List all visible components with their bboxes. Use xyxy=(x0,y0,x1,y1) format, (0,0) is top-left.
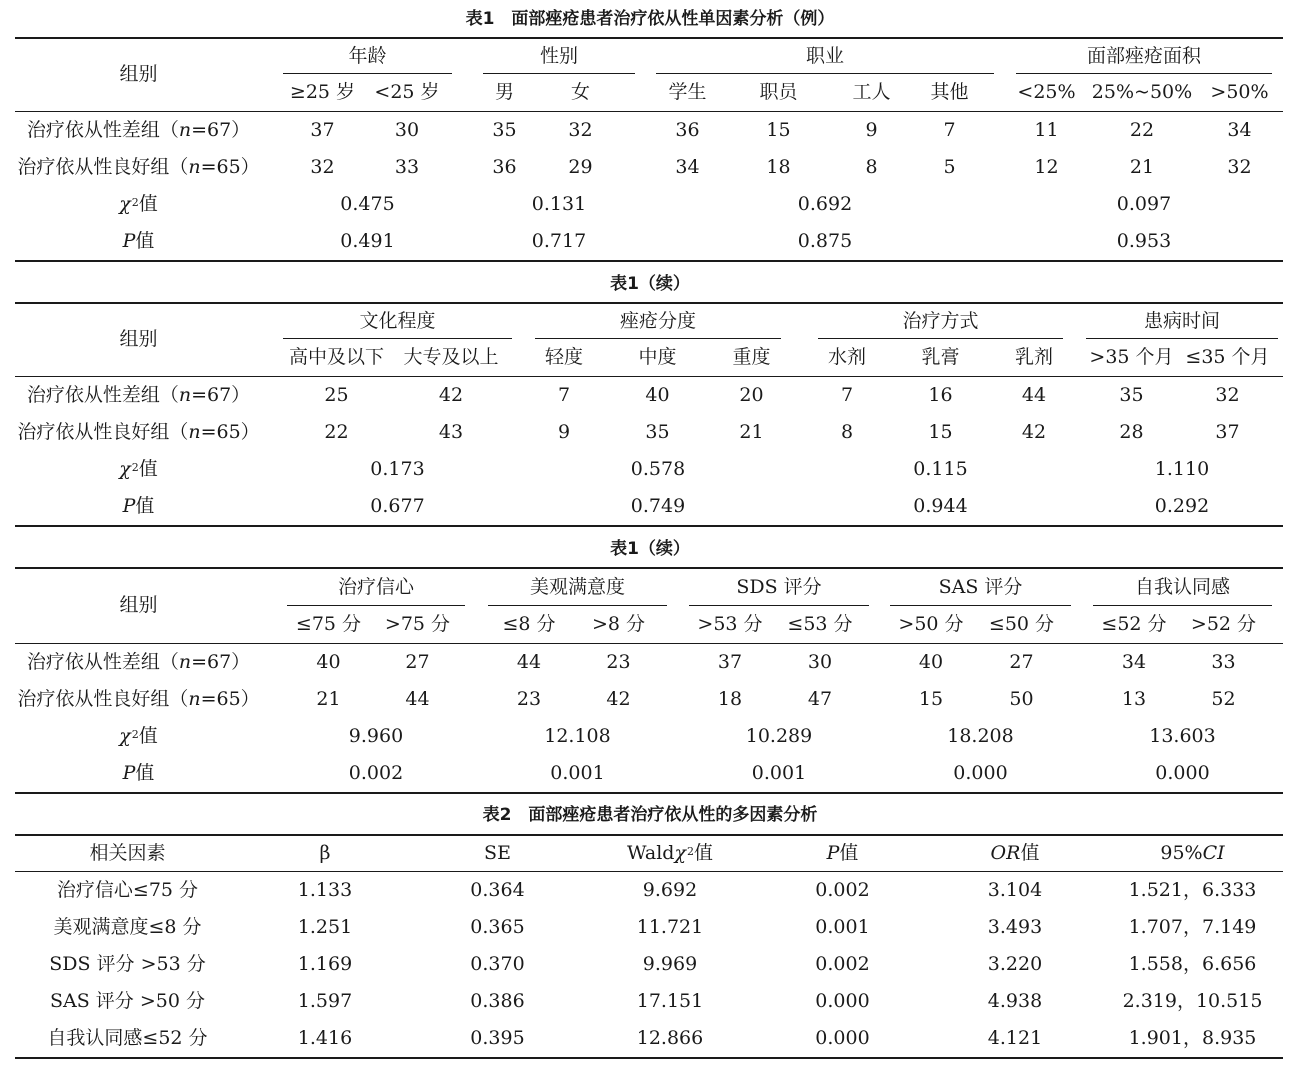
chi-square-value: 12.108 xyxy=(544,725,611,747)
subcategory-header: 高中及以下 xyxy=(288,346,384,368)
statistic-cell: 1.558，6.656 xyxy=(1128,953,1257,975)
count-cell: 44 xyxy=(405,688,430,710)
chi-superscript: 2 xyxy=(686,845,694,858)
count-cell: 30 xyxy=(394,119,420,141)
count-cell: 22 xyxy=(324,421,349,443)
statistic-cell: 4.121 xyxy=(987,1027,1043,1049)
subcategory-header: 乳膏 xyxy=(921,346,960,368)
factor-label: 自我认同感≤52 分 xyxy=(47,1027,208,1049)
count-cell: 33 xyxy=(394,156,420,178)
factor-header: 自我认同感 xyxy=(1134,575,1230,598)
count-cell: 47 xyxy=(807,688,833,710)
statistic-cell: 0.001 xyxy=(815,916,870,938)
factor-header: 职业 xyxy=(805,44,844,67)
subcategory-header: 男 xyxy=(494,81,514,103)
count-cell: 34 xyxy=(675,156,700,178)
p-value: 0.944 xyxy=(913,495,968,517)
chi-square-row-label xyxy=(15,186,262,223)
subcategory-header: <25% xyxy=(1017,81,1076,103)
subcategory-header: >35 个月 xyxy=(1089,346,1174,368)
p-symbol: P xyxy=(122,230,136,252)
count-cell: 35 xyxy=(1119,384,1144,406)
header-italic: OR xyxy=(990,842,1021,864)
table-bottom-rule xyxy=(15,260,1283,262)
count-cell: 7 xyxy=(840,384,854,406)
chi-superscript: 2 xyxy=(131,461,139,474)
count-cell: 42 xyxy=(1021,421,1047,443)
count-cell: 37 xyxy=(310,119,335,141)
statistic-cell: 9.969 xyxy=(642,953,698,975)
p-value: 0.875 xyxy=(797,230,853,252)
count-cell: 5 xyxy=(943,156,956,178)
row-label-prefix: 治疗依从性差组（ xyxy=(26,119,179,141)
subcategory-header: ≤50 分 xyxy=(988,613,1055,635)
count-cell: 32 xyxy=(1227,156,1252,178)
subcategory-header: 其他 xyxy=(930,81,969,103)
statistic-cell: 1.901，8.935 xyxy=(1128,1027,1257,1049)
count-cell: 36 xyxy=(492,156,517,178)
column-header xyxy=(930,836,1100,871)
chi-square-value: 0.475 xyxy=(340,193,395,215)
chi-square-row-label xyxy=(15,451,262,488)
p-value: 0.001 xyxy=(550,762,605,784)
statistic-cell: 1.416 xyxy=(297,1027,353,1049)
subcategory-header: 中度 xyxy=(638,346,677,368)
table-caption: 表1 面部痤疮患者治疗依从性单因素分析（例） xyxy=(465,9,835,29)
statistic-cell: 0.000 xyxy=(815,1027,870,1049)
header-text: β xyxy=(319,842,331,864)
subcategory-header: >50% xyxy=(1210,81,1269,103)
factor-header: 面部痤疮面积 xyxy=(1086,44,1201,67)
count-cell: 8 xyxy=(865,156,878,178)
count-cell: 37 xyxy=(717,651,743,673)
group-column-header: 组别 xyxy=(119,62,158,85)
chi-square-value: 0.131 xyxy=(531,193,587,215)
p-value: 0.717 xyxy=(531,230,587,252)
p-label-text: 值 xyxy=(135,230,155,252)
header-text: SE xyxy=(484,842,511,864)
sample-size-symbol: n xyxy=(188,421,201,443)
group-row-label xyxy=(15,414,262,451)
row-label-prefix: 治疗依从性良好组（ xyxy=(17,156,189,178)
chi-symbol: χ xyxy=(119,193,131,215)
header-italic: CI xyxy=(1202,842,1225,864)
count-cell: 23 xyxy=(606,651,631,673)
row-label-prefix: 治疗依从性良好组（ xyxy=(17,688,189,710)
statistic-cell: 0.364 xyxy=(470,879,525,901)
count-cell: 44 xyxy=(516,651,542,673)
statistic-cell: 1.251 xyxy=(297,916,353,938)
count-cell: 30 xyxy=(807,651,833,673)
statistic-cell: 3.104 xyxy=(987,879,1043,901)
count-cell: 42 xyxy=(438,384,464,406)
table-bottom-rule xyxy=(15,792,1283,794)
count-cell: 35 xyxy=(645,421,670,443)
count-cell: 7 xyxy=(943,119,956,141)
statistic-cell: 3.493 xyxy=(987,916,1043,938)
count-cell: 44 xyxy=(1021,384,1047,406)
count-cell: 40 xyxy=(316,651,341,673)
subcategory-header: >75 分 xyxy=(384,613,451,635)
statistic-cell: 17.151 xyxy=(636,990,704,1012)
sample-size-symbol: n xyxy=(188,156,201,178)
factor-label: SAS 评分 >50 分 xyxy=(50,990,205,1012)
statistic-cell: 0.395 xyxy=(470,1027,525,1049)
row-label-suffix: =65） xyxy=(200,421,260,443)
statistic-cell: 0.002 xyxy=(815,953,870,975)
subcategory-header: 工人 xyxy=(852,81,891,103)
count-cell: 18 xyxy=(717,688,743,710)
p-value: 0.292 xyxy=(1154,495,1210,517)
group-row-label xyxy=(15,112,262,149)
count-cell: 13 xyxy=(1121,688,1147,710)
statistic-cell: 1.133 xyxy=(297,879,353,901)
group-row-label xyxy=(15,149,262,186)
statistic-cell: 0.386 xyxy=(470,990,525,1012)
row-label-prefix: 治疗依从性良好组（ xyxy=(17,421,189,443)
chi-square-value: 0.097 xyxy=(1116,193,1172,215)
count-cell: 29 xyxy=(568,156,593,178)
table-bottom-rule xyxy=(15,525,1283,527)
subcategory-header: >52 分 xyxy=(1190,613,1257,635)
table-caption: 表1（续） xyxy=(610,539,690,559)
p-value: 0.749 xyxy=(630,495,686,517)
table-bottom-rule xyxy=(15,1057,1283,1059)
subcategory-header: 25%~50% xyxy=(1091,81,1193,103)
count-cell: 37 xyxy=(1215,421,1240,443)
row-label-suffix: =67） xyxy=(191,651,251,673)
count-cell: 32 xyxy=(310,156,335,178)
column-header xyxy=(755,836,930,871)
factor-label: SDS 评分 >53 分 xyxy=(49,953,206,975)
row-label-prefix: 治疗依从性差组（ xyxy=(26,651,179,673)
count-cell: 40 xyxy=(918,651,944,673)
column-header xyxy=(1100,836,1285,871)
count-cell: 34 xyxy=(1227,119,1252,141)
count-cell: 21 xyxy=(739,421,764,443)
p-symbol: P xyxy=(122,762,136,784)
table-caption: 表2 面部痤疮患者治疗依从性的多因素分析 xyxy=(482,805,818,825)
group-row-label xyxy=(15,644,262,681)
p-value: 0.953 xyxy=(1116,230,1172,252)
count-cell: 25 xyxy=(324,384,349,406)
statistic-cell: 1.707，7.149 xyxy=(1128,916,1257,938)
subcategory-header: ≤52 分 xyxy=(1101,613,1167,635)
count-cell: 34 xyxy=(1121,651,1147,673)
statistic-cell: 1.521，6.333 xyxy=(1128,879,1257,901)
sample-size-symbol: n xyxy=(188,688,201,710)
subcategory-header: >8 分 xyxy=(591,613,646,635)
chi-symbol: χ xyxy=(119,725,131,747)
count-cell: 16 xyxy=(928,384,953,406)
subcategory-header: 重度 xyxy=(732,346,771,368)
chi-superscript: 2 xyxy=(131,728,139,741)
factor-header: 年龄 xyxy=(348,44,387,67)
count-cell: 27 xyxy=(1009,651,1034,673)
factor-header: 文化程度 xyxy=(359,309,436,332)
factor-header: 治疗方式 xyxy=(902,309,979,332)
subcategory-header: 学生 xyxy=(668,81,707,103)
column-header xyxy=(15,836,240,871)
count-cell: 15 xyxy=(918,688,944,710)
chi-square-value: 18.208 xyxy=(947,725,1014,747)
header-text: 相关因素 xyxy=(89,842,166,864)
p-value: 0.001 xyxy=(751,762,807,784)
p-label-text: 值 xyxy=(135,495,155,517)
factor-header: 美观满意度 xyxy=(529,575,625,598)
subcategory-header: ≤35 个月 xyxy=(1185,346,1270,368)
factor-header: 患病时间 xyxy=(1143,309,1220,332)
count-cell: 21 xyxy=(1129,156,1155,178)
subcategory-header: >50 分 xyxy=(898,613,964,635)
factor-header: 性别 xyxy=(539,44,578,67)
statistic-cell: 3.220 xyxy=(987,953,1043,975)
chi-square-value: 0.115 xyxy=(913,458,968,480)
chi-label-text: 值 xyxy=(138,458,158,480)
subcategory-header: <25 岁 xyxy=(374,81,440,103)
subcategory-header: ≤53 分 xyxy=(787,613,853,635)
count-cell: 23 xyxy=(516,688,542,710)
chi-square-value: 9.960 xyxy=(348,725,404,747)
statistic-cell: 0.000 xyxy=(815,990,870,1012)
header-prefix: 95% xyxy=(1160,842,1203,864)
count-cell: 8 xyxy=(840,421,854,443)
row-label-prefix: 治疗依从性差组（ xyxy=(26,384,179,406)
subcategory-header: ≤75 分 xyxy=(295,613,362,635)
count-cell: 50 xyxy=(1009,688,1034,710)
header-suffix: 值 xyxy=(1020,842,1040,864)
p-value-row-label xyxy=(15,223,262,260)
count-cell: 42 xyxy=(606,688,631,710)
group-row-label xyxy=(15,681,262,718)
count-cell: 52 xyxy=(1211,688,1236,710)
group-column-header: 组别 xyxy=(119,593,158,616)
statistic-cell: 4.938 xyxy=(987,990,1043,1012)
statistic-cell: 12.866 xyxy=(636,1027,704,1049)
p-value: 0.000 xyxy=(1155,762,1210,784)
chi-square-row-label xyxy=(15,718,262,755)
chi-label-text: 值 xyxy=(138,193,158,215)
p-label-text: 值 xyxy=(135,762,155,784)
factor-header: 治疗信心 xyxy=(337,575,414,598)
column-header xyxy=(585,836,755,871)
count-cell: 15 xyxy=(766,119,791,141)
row-label-suffix: =65） xyxy=(200,688,260,710)
chi-superscript: 2 xyxy=(131,196,139,209)
count-cell: 15 xyxy=(928,421,953,443)
sample-size-symbol: n xyxy=(178,651,192,673)
subcategory-header: 水剂 xyxy=(827,346,866,368)
row-label-suffix: =67） xyxy=(191,119,251,141)
subcategory-header: 乳剂 xyxy=(1014,346,1053,368)
header-italic: P xyxy=(826,842,840,864)
statistic-cell: 1.169 xyxy=(297,953,353,975)
table-caption: 表1（续） xyxy=(610,274,690,294)
statistic-cell: 0.002 xyxy=(815,879,870,901)
p-value: 0.000 xyxy=(953,762,1008,784)
count-cell: 36 xyxy=(675,119,700,141)
subcategory-header: 职员 xyxy=(759,81,798,103)
count-cell: 35 xyxy=(492,119,517,141)
statistic-cell: 0.370 xyxy=(470,953,525,975)
statistic-cell: 1.597 xyxy=(297,990,353,1012)
statistic-cell: 2.319，10.515 xyxy=(1122,990,1263,1012)
count-cell: 7 xyxy=(557,384,571,406)
statistic-cell: 9.692 xyxy=(642,879,698,901)
chi-square-value: 13.603 xyxy=(1149,725,1216,747)
count-cell: 11 xyxy=(1034,119,1059,141)
chi-square-value: 0.578 xyxy=(630,458,686,480)
row-label-suffix: =65） xyxy=(200,156,260,178)
chi-label-text: 值 xyxy=(138,725,158,747)
chi-square-value: 1.110 xyxy=(1154,458,1210,480)
sample-size-symbol: n xyxy=(178,119,192,141)
count-cell: 43 xyxy=(438,421,464,443)
count-cell: 28 xyxy=(1119,421,1144,443)
p-value: 0.491 xyxy=(340,230,395,252)
count-cell: 32 xyxy=(568,119,593,141)
header-prefix: Wald xyxy=(627,842,675,864)
count-cell: 33 xyxy=(1211,651,1236,673)
group-column-header: 组别 xyxy=(119,327,158,350)
count-cell: 9 xyxy=(865,119,878,141)
factor-header: 痤疮分度 xyxy=(619,309,696,332)
statistic-cell: 11.721 xyxy=(636,916,704,938)
count-cell: 18 xyxy=(766,156,791,178)
row-label-suffix: =67） xyxy=(191,384,251,406)
count-cell: 9 xyxy=(557,421,571,443)
header-suffix: 值 xyxy=(693,842,713,864)
p-value: 0.002 xyxy=(348,762,404,784)
count-cell: 27 xyxy=(405,651,430,673)
p-value-row-label xyxy=(15,488,262,525)
p-symbol: P xyxy=(122,495,136,517)
p-value-row-label xyxy=(15,755,262,792)
count-cell: 32 xyxy=(1215,384,1240,406)
chi-square-value: 0.692 xyxy=(797,193,853,215)
chi-symbol: χ xyxy=(674,842,686,864)
column-header xyxy=(410,836,585,871)
group-row-label xyxy=(15,377,262,414)
factor-header: SAS 评分 xyxy=(938,575,1023,598)
count-cell: 20 xyxy=(739,384,764,406)
chi-square-value: 0.173 xyxy=(370,458,425,480)
subcategory-header: 大专及以上 xyxy=(403,346,499,368)
count-cell: 22 xyxy=(1129,119,1155,141)
header-suffix: 值 xyxy=(839,842,859,864)
subcategory-header: ≥25 岁 xyxy=(289,81,356,103)
count-cell: 40 xyxy=(645,384,670,406)
statistic-cell: 0.365 xyxy=(470,916,525,938)
subcategory-header: 轻度 xyxy=(544,346,583,368)
factor-label: 治疗信心≤75 分 xyxy=(56,879,199,901)
factor-header: SDS 评分 xyxy=(736,575,822,598)
count-cell: 12 xyxy=(1034,156,1059,178)
subcategory-header: 女 xyxy=(570,81,590,103)
factor-label: 美观满意度≤8 分 xyxy=(53,916,202,938)
subcategory-header: ≤8 分 xyxy=(502,613,556,635)
column-header xyxy=(240,836,410,871)
chi-symbol: χ xyxy=(119,458,131,480)
sample-size-symbol: n xyxy=(178,384,192,406)
subcategory-header: >53 分 xyxy=(697,613,763,635)
p-value: 0.677 xyxy=(370,495,425,517)
chi-square-value: 10.289 xyxy=(745,725,813,747)
count-cell: 21 xyxy=(316,688,341,710)
